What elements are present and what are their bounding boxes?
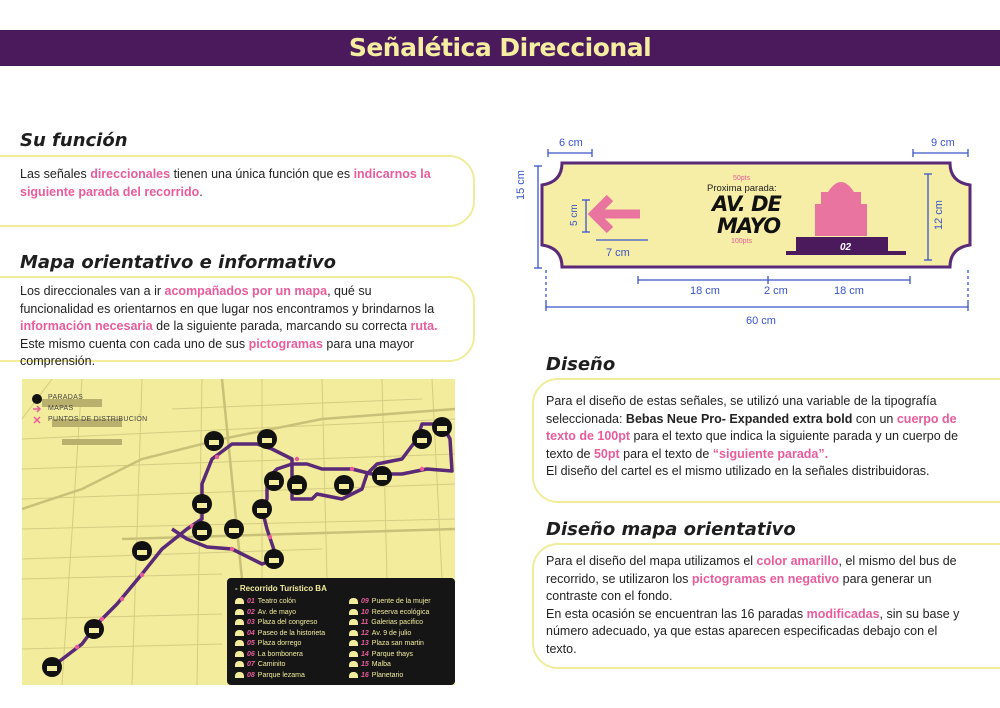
legend-stop-item xyxy=(235,630,325,637)
stop-number: 01 xyxy=(247,598,255,605)
diseno-text: Para el diseño de estas señales, se utilizó una variable de la tipografía seleccionada: Bebas Neue Pro- Expanded extra bold con un cuerpo de texto de 100pt para el texto que indica la siguiente parada y un cuerpo de texto de 50pt para el texto de “siguiente parada”. El diseño del cartel es el mismo utilizado en la señales distribuidoras. xyxy=(546,394,959,478)
page-title: Señalética Direccional xyxy=(348,33,652,62)
stop-name: Plaza san martin xyxy=(371,640,424,647)
tourist-route-map xyxy=(22,379,455,685)
stop-number: 05 xyxy=(247,640,255,647)
stop-number: 04 xyxy=(247,629,255,637)
dim-18cm-right: 18 cm xyxy=(834,285,864,297)
stop-pictogram-icon xyxy=(349,619,358,625)
legend-puntos: PUNTOS DE DISTRIBUCIÓN xyxy=(48,416,148,423)
legend-stop-item xyxy=(235,651,303,658)
stop-number: 15 xyxy=(361,661,369,668)
section-title-mapa: Mapa orientativo e informativo xyxy=(20,252,336,273)
header-bar xyxy=(0,30,1000,66)
stop-pictogram-icon xyxy=(235,672,244,678)
legend-stop-item xyxy=(349,609,429,616)
dim-9cm: 9 cm xyxy=(931,137,955,149)
stop-name: Planetario xyxy=(371,671,404,679)
dim-7cm: 7 cm xyxy=(606,247,630,259)
legend-mapas: MAPAS xyxy=(48,405,74,412)
stop-number: 02 xyxy=(247,608,255,616)
stop-pictogram-icon xyxy=(235,640,244,646)
stop-name: Parque lezama xyxy=(257,671,305,679)
stop-number: 12 xyxy=(361,629,369,637)
stop-pictogram-icon xyxy=(349,672,358,678)
sign-50pts-label: 50pts xyxy=(733,175,751,182)
sign-100pts-label: 100pts xyxy=(731,238,753,245)
stop-number: 03 xyxy=(247,619,255,626)
legend-stop-item xyxy=(349,640,424,647)
stop-pictogram-icon xyxy=(349,661,358,667)
sign-stop-name-line1: AV. DE xyxy=(712,192,781,216)
legend-stop-item xyxy=(235,598,296,605)
mapa-text: Los direccionales van a ir acompañados por un mapa, qué su funcionalidad es orientarnos en que lugar nos encontramos y brindarnos la información necesaria de la siguiente parada, marcando su correcta ruta. Este mismo cuenta con cada uno de sus pictogramas para una mayor comprensión. xyxy=(20,284,438,368)
legend-stop-item xyxy=(235,661,285,668)
stop-number: 10 xyxy=(361,608,369,616)
stop-number: 06 xyxy=(247,650,255,658)
legend-stop-item xyxy=(349,651,413,658)
stop-pictogram-icon xyxy=(349,640,358,646)
legend-stop-item xyxy=(349,630,411,637)
stop-name: Paseo de la historieta xyxy=(257,629,326,637)
stop-pictogram-icon xyxy=(349,630,358,636)
stop-name: Galerias pacifico xyxy=(371,619,424,626)
stop-pictogram-icon xyxy=(235,630,244,636)
sign-stop-name-line2: MAYO xyxy=(717,214,781,238)
stop-number: 07 xyxy=(247,661,255,668)
stop-pictogram-icon xyxy=(349,609,358,615)
stop-name: Parque thays xyxy=(371,650,414,658)
stop-pictogram-icon xyxy=(235,661,244,667)
stop-name: Teatro colón xyxy=(257,598,296,605)
stop-name: Av. de mayo xyxy=(257,608,297,616)
stop-pictogram-icon xyxy=(235,651,244,657)
dim-60cm: 60 cm xyxy=(746,315,776,327)
section-title-funcion: Su función xyxy=(20,130,128,151)
section-title-diseno: Diseño xyxy=(546,354,616,375)
legend-stop-item xyxy=(349,672,403,679)
dim-12cm: 12 cm xyxy=(933,200,945,230)
dim-15cm: 15 cm xyxy=(515,170,527,200)
stop-name: La bombonera xyxy=(257,650,303,658)
stop-name: Av. 9 de julio xyxy=(371,629,412,637)
diseno-mapa-text: Para el diseño del mapa utilizamos el color amarillo, el mismo del bus de recorrido, se utilizaron los pictogramas en negativo para generar un contraste con el fondo. En esta ocasión se encuentran las 16 paradas modificadas, sin su base y número adecuado, ya que estas aparecen especificadas debajo con el texto. xyxy=(546,554,960,656)
stop-number: 16 xyxy=(361,671,369,679)
legend-stop-item xyxy=(235,640,301,647)
stop-number: 08 xyxy=(247,671,255,679)
stop-name: Plaza dorrego xyxy=(257,640,302,647)
stop-number: 13 xyxy=(361,640,369,647)
legend-stop-item xyxy=(349,598,431,605)
legend-stop-item xyxy=(235,609,296,616)
stop-pictogram-icon xyxy=(349,598,358,604)
legend-stop-item xyxy=(235,672,305,679)
sign-stop-number: 02 xyxy=(840,242,852,253)
stop-pictogram-icon xyxy=(235,609,244,615)
dim-18cm-left: 18 cm xyxy=(690,285,720,297)
stop-number: 11 xyxy=(361,619,369,626)
stop-name: Malba xyxy=(371,661,391,668)
legend-stop-item xyxy=(349,661,391,668)
route-legend xyxy=(227,578,455,685)
route-legend-title: - Recorrido Turístico BA xyxy=(235,584,327,593)
stop-number: 09 xyxy=(361,598,369,605)
stop-name: Reserva ecológica xyxy=(371,608,430,616)
stop-pictogram-icon xyxy=(235,598,244,604)
stop-pictogram-icon xyxy=(349,651,358,657)
stop-name: Plaza del congreso xyxy=(257,619,318,626)
stop-number: 14 xyxy=(361,650,369,658)
section-title-diseno-mapa: Diseño mapa orientativo xyxy=(546,519,796,540)
stop-name: Caminito xyxy=(257,661,286,668)
dim-2cm: 2 cm xyxy=(764,285,788,297)
stop-pictogram-icon xyxy=(235,619,244,625)
stop-name: Puente de la mujer xyxy=(371,598,431,605)
legend-stop-item xyxy=(235,619,317,626)
sign-proxima-label: Proxima parada: xyxy=(707,183,777,194)
funcion-text: Las señales direccionales tienen una única función que es indicarnos la siguiente parada del recorrido. xyxy=(20,167,431,199)
legend-stop-item xyxy=(349,619,423,626)
legend-paradas: PARADAS xyxy=(48,394,84,401)
dim-5cm: 5 cm xyxy=(569,204,580,226)
dim-6cm: 6 cm xyxy=(559,137,583,149)
